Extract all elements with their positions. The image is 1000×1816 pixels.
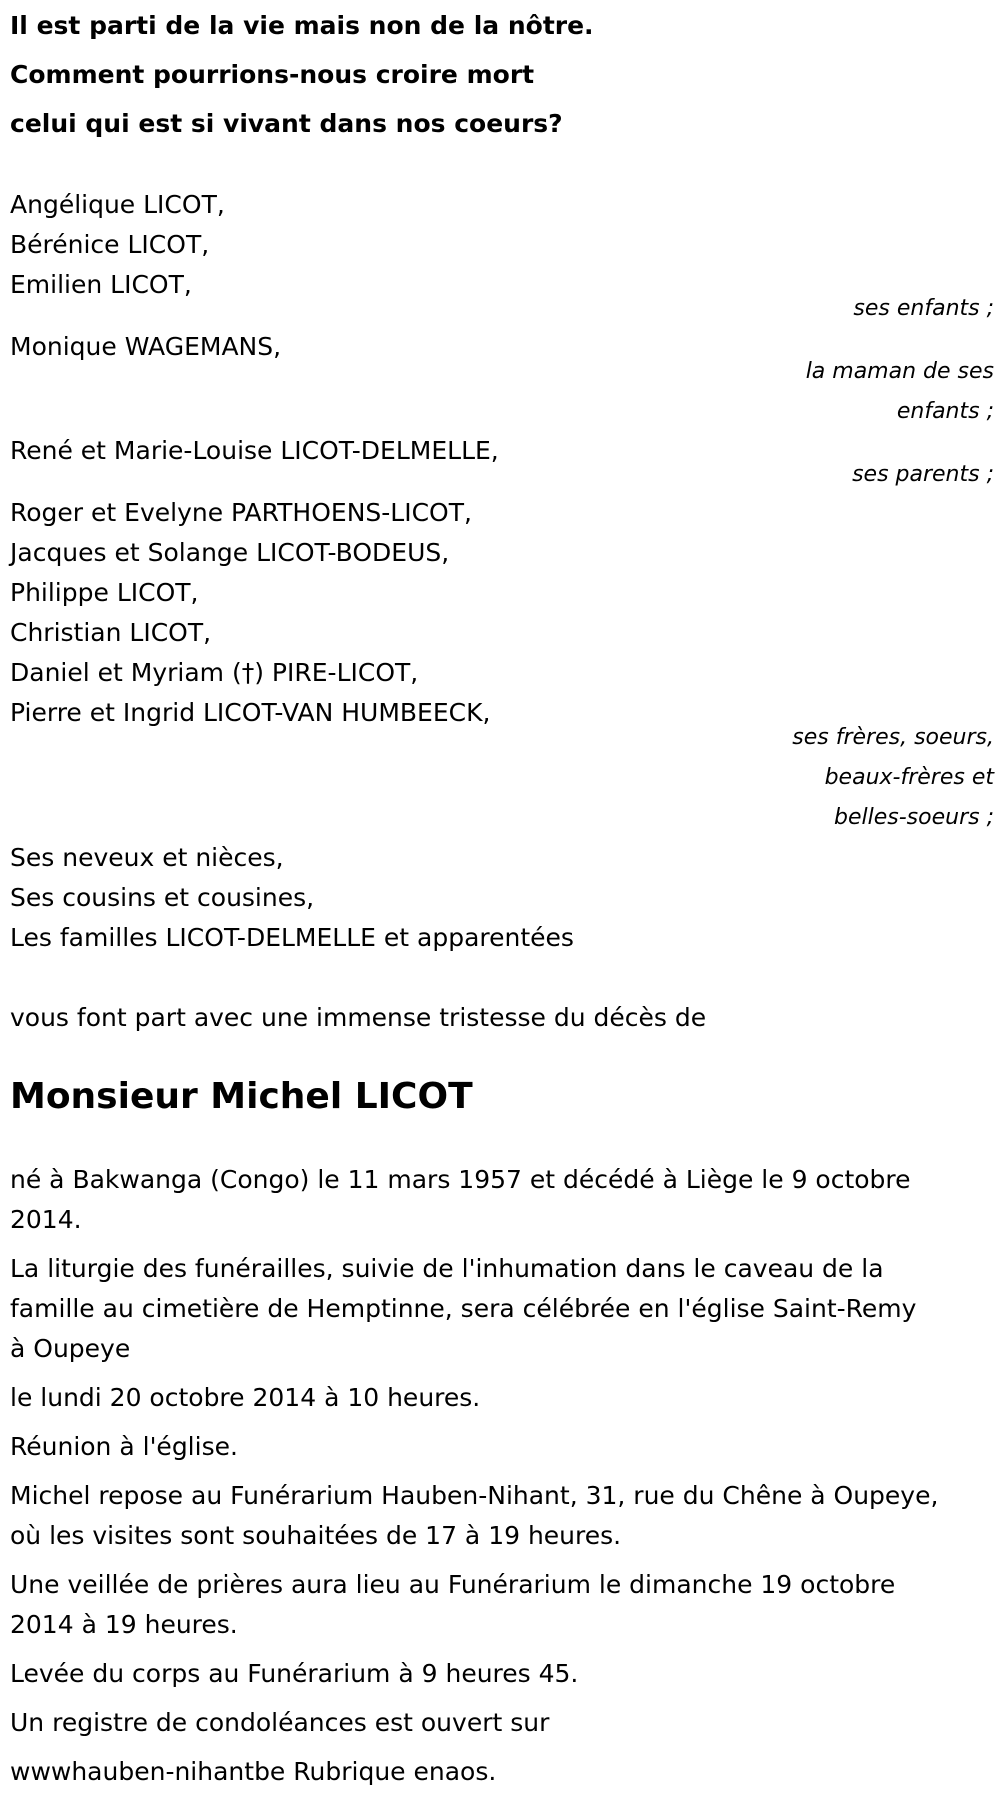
birth-death-line-1: né à Bakwanga (Congo) le 11 mars 1957 et décédé à Liège le 9 octobre: [10, 1165, 911, 1194]
liturgy-line-2: famille au cimetière de Hemptinne, sera célébrée en l'église Saint-Remy: [10, 1294, 917, 1323]
departure-note: Levée du corps au Funérarium à 9 heures 45.: [10, 1659, 579, 1688]
parents-name: René et Marie-Louise LICOT-DELMELLE,: [10, 436, 499, 465]
registry-note: Un registre de condoléances est ouvert sur: [10, 1708, 550, 1737]
birth-death-line-2: 2014.: [10, 1205, 82, 1234]
relation-siblings-line-1: ses frères, soeurs,: [792, 725, 994, 750]
child-name: Emilien LICOT,: [10, 270, 192, 299]
relation-mother-line-2: enfants ;: [896, 399, 994, 424]
sibling-name: Jacques et Solange LICOT-BODEUS,: [10, 538, 450, 567]
rest-line-1: Michel repose au Funérarium Hauben-Nihant, 31, rue du Chêne à Oupeye,: [10, 1481, 939, 1510]
deceased-name: Monsieur Michel LICOT: [10, 1076, 473, 1117]
family-line: Ses cousins et cousines,: [10, 883, 315, 912]
relation-siblings-line-2: beaux-frères et: [824, 765, 994, 790]
vigil-line-2: 2014 à 19 heures.: [10, 1610, 238, 1639]
relation-children: ses enfants ;: [853, 296, 994, 321]
family-line: Les familles LICOT-DELMELLE et apparentées: [10, 923, 574, 952]
quote-line-3: celui qui est si vivant dans nos coeurs?: [10, 109, 563, 138]
liturgy-line-3: à Oupeye: [10, 1334, 131, 1363]
child-name: Angélique LICOT,: [10, 190, 225, 219]
liturgy-line-1: La liturgie des funérailles, suivie de l'inhumation dans le caveau de la: [10, 1254, 884, 1283]
relation-siblings-line-3: belles-soeurs ;: [834, 805, 994, 830]
sibling-name: Roger et Evelyne PARTHOENS-LICOT,: [10, 498, 472, 527]
sibling-name: Pierre et Ingrid LICOT-VAN HUMBEECK,: [10, 698, 491, 727]
relation-parents: ses parents ;: [852, 462, 994, 487]
funeral-date: le lundi 20 octobre 2014 à 10 heures.: [10, 1383, 481, 1412]
sibling-name: Christian LICOT,: [10, 618, 212, 647]
quote-line-1: Il est parti de la vie mais non de la nôtre.: [10, 11, 594, 40]
meeting-note: Réunion à l'église.: [10, 1432, 238, 1461]
child-name: Bérénice LICOT,: [10, 230, 210, 259]
rest-line-2: où les visites sont souhaitées de 17 à 19 heures.: [10, 1521, 622, 1550]
vigil-line-1: Une veillée de prières aura lieu au Funérarium le dimanche 19 octobre: [10, 1570, 896, 1599]
mother-name: Monique WAGEMANS,: [10, 332, 282, 361]
relation-mother-line-1: la maman de ses: [805, 359, 994, 384]
sibling-name: Philippe LICOT,: [10, 578, 199, 607]
website-link[interactable]: wwwhauben-nihantbe Rubrique enaos.: [10, 1757, 497, 1786]
quote-line-2: Comment pourrions-nous croire mort: [10, 60, 535, 89]
family-line: Ses neveux et nièces,: [10, 843, 284, 872]
sibling-name: Daniel et Myriam (†) PIRE-LICOT,: [10, 658, 419, 687]
announcement: vous font part avec une immense tristesse du décès de: [10, 1003, 707, 1032]
